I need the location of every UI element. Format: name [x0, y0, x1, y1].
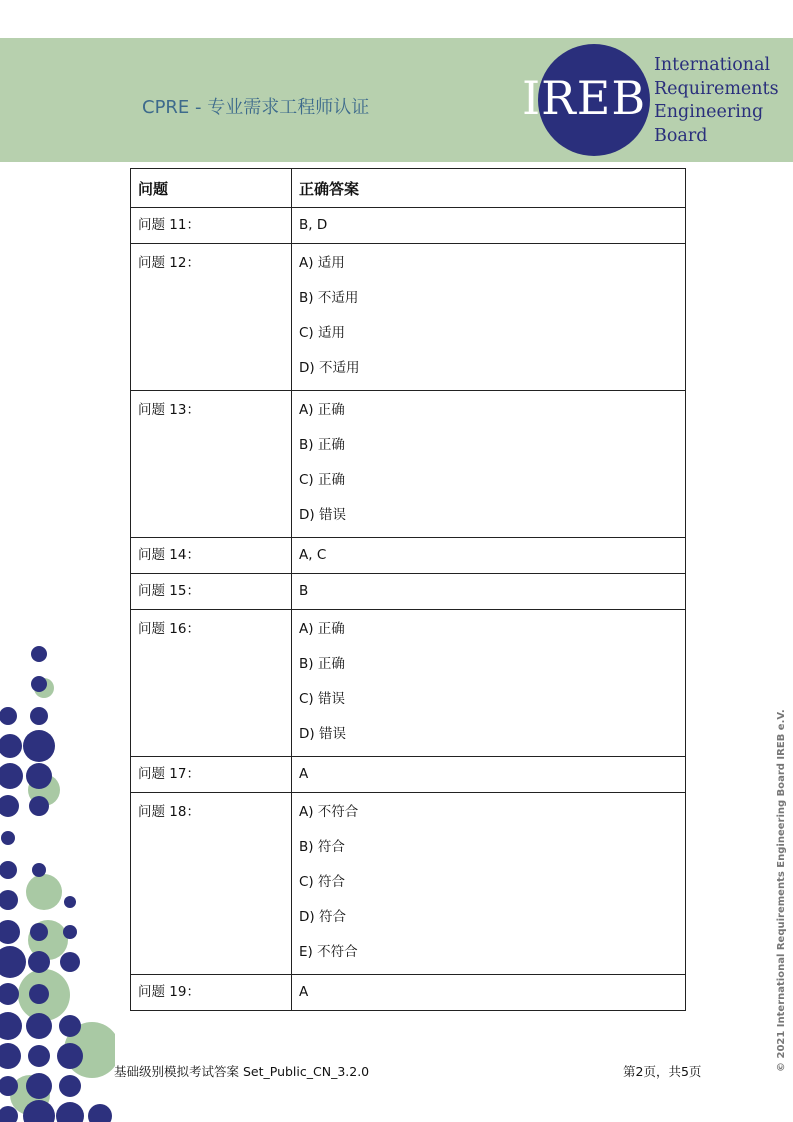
- question-cell: [131, 208, 292, 244]
- answer-line: A) 正确: [299, 621, 345, 637]
- answer-cell: [292, 975, 686, 1011]
- question-cell: [131, 244, 292, 391]
- question-cell: [131, 757, 292, 793]
- answer-cell: [292, 793, 686, 975]
- answer-line: C) 错误: [299, 691, 345, 707]
- copyright-notice: © 2021 International Requirements Engineering Board IREB e.V.: [776, 709, 787, 1072]
- ireb-logo-text: IREB: [522, 71, 647, 125]
- logo-word: Engineering: [654, 102, 764, 122]
- logo-word: Requirements: [654, 78, 779, 99]
- table-header-row: [131, 169, 686, 208]
- answer-line: B) 不适用: [299, 290, 359, 306]
- answer-line: E) 不符合: [299, 944, 358, 960]
- table-row: [131, 757, 686, 793]
- answer-line: B) 符合: [299, 839, 345, 855]
- answer-line: D) 错误: [299, 507, 346, 523]
- answer-line: A: [299, 766, 309, 782]
- answer-cell: [292, 538, 686, 574]
- question-label: 问题 11：: [138, 217, 200, 233]
- question-label: 问题 18：: [138, 804, 200, 820]
- question-label: 问题 15：: [138, 583, 200, 599]
- footer-page-number: 第2页，共5页: [623, 1064, 702, 1079]
- answer-line: D) 不适用: [299, 360, 360, 376]
- answer-cell: [292, 574, 686, 610]
- answer-line: A) 正确: [299, 402, 345, 418]
- question-cell: [131, 538, 292, 574]
- footer-document-id: 基础级别模拟考试答案 Set_Public_CN_3.2.0: [114, 1064, 370, 1079]
- answer-line: B) 正确: [299, 656, 345, 672]
- question-label: 问题 17：: [138, 766, 200, 782]
- answer-line: C) 适用: [299, 325, 345, 341]
- answer-line: A: [299, 984, 309, 1000]
- table-row: [131, 975, 686, 1011]
- logo-word: Board: [654, 125, 708, 146]
- table-row: [131, 793, 686, 975]
- table-row: [131, 244, 686, 391]
- table-row: [131, 610, 686, 757]
- question-label: 问题 14：: [138, 547, 200, 563]
- answer-line: D) 符合: [299, 909, 346, 925]
- answer-cell: [292, 244, 686, 391]
- question-cell: [131, 391, 292, 538]
- table-row: [131, 391, 686, 538]
- answer-line: A) 不符合: [299, 804, 359, 820]
- question-label: 问题 19：: [138, 984, 200, 1000]
- question-label: 问题 12：: [138, 255, 200, 271]
- answer-cell: [292, 757, 686, 793]
- table-row: [131, 574, 686, 610]
- answer-line: A, C: [299, 547, 327, 563]
- answer-line: A) 适用: [299, 255, 345, 271]
- answer-line: B: [299, 583, 309, 599]
- answer-line: C) 正确: [299, 472, 345, 488]
- question-cell: [131, 975, 292, 1011]
- answer-line: D) 错误: [299, 726, 346, 742]
- page-header-title: CPRE - 专业需求工程师认证: [142, 97, 370, 118]
- answer-line: B) 正确: [299, 437, 345, 453]
- answer-cell: [292, 208, 686, 244]
- answer-cell: [292, 610, 686, 757]
- answer-table-body: [131, 208, 686, 1011]
- answer-cell: [292, 391, 686, 538]
- answer-line: B, D: [299, 217, 328, 233]
- logo-word: International: [654, 55, 771, 75]
- column-header-question: 问题: [131, 169, 292, 208]
- ireb-logo-words: [654, 54, 779, 148]
- question-cell: [131, 574, 292, 610]
- question-cell: [131, 610, 292, 757]
- table-row: [131, 208, 686, 244]
- answer-line: C) 符合: [299, 874, 345, 890]
- question-label: 问题 16：: [138, 621, 200, 637]
- question-label: 问题 13：: [138, 402, 200, 418]
- question-cell: [131, 793, 292, 975]
- column-header-answer: 正确答案: [292, 169, 686, 208]
- answer-table: [130, 168, 686, 1011]
- table-row: [131, 538, 686, 574]
- decorative-dots: [0, 640, 115, 1122]
